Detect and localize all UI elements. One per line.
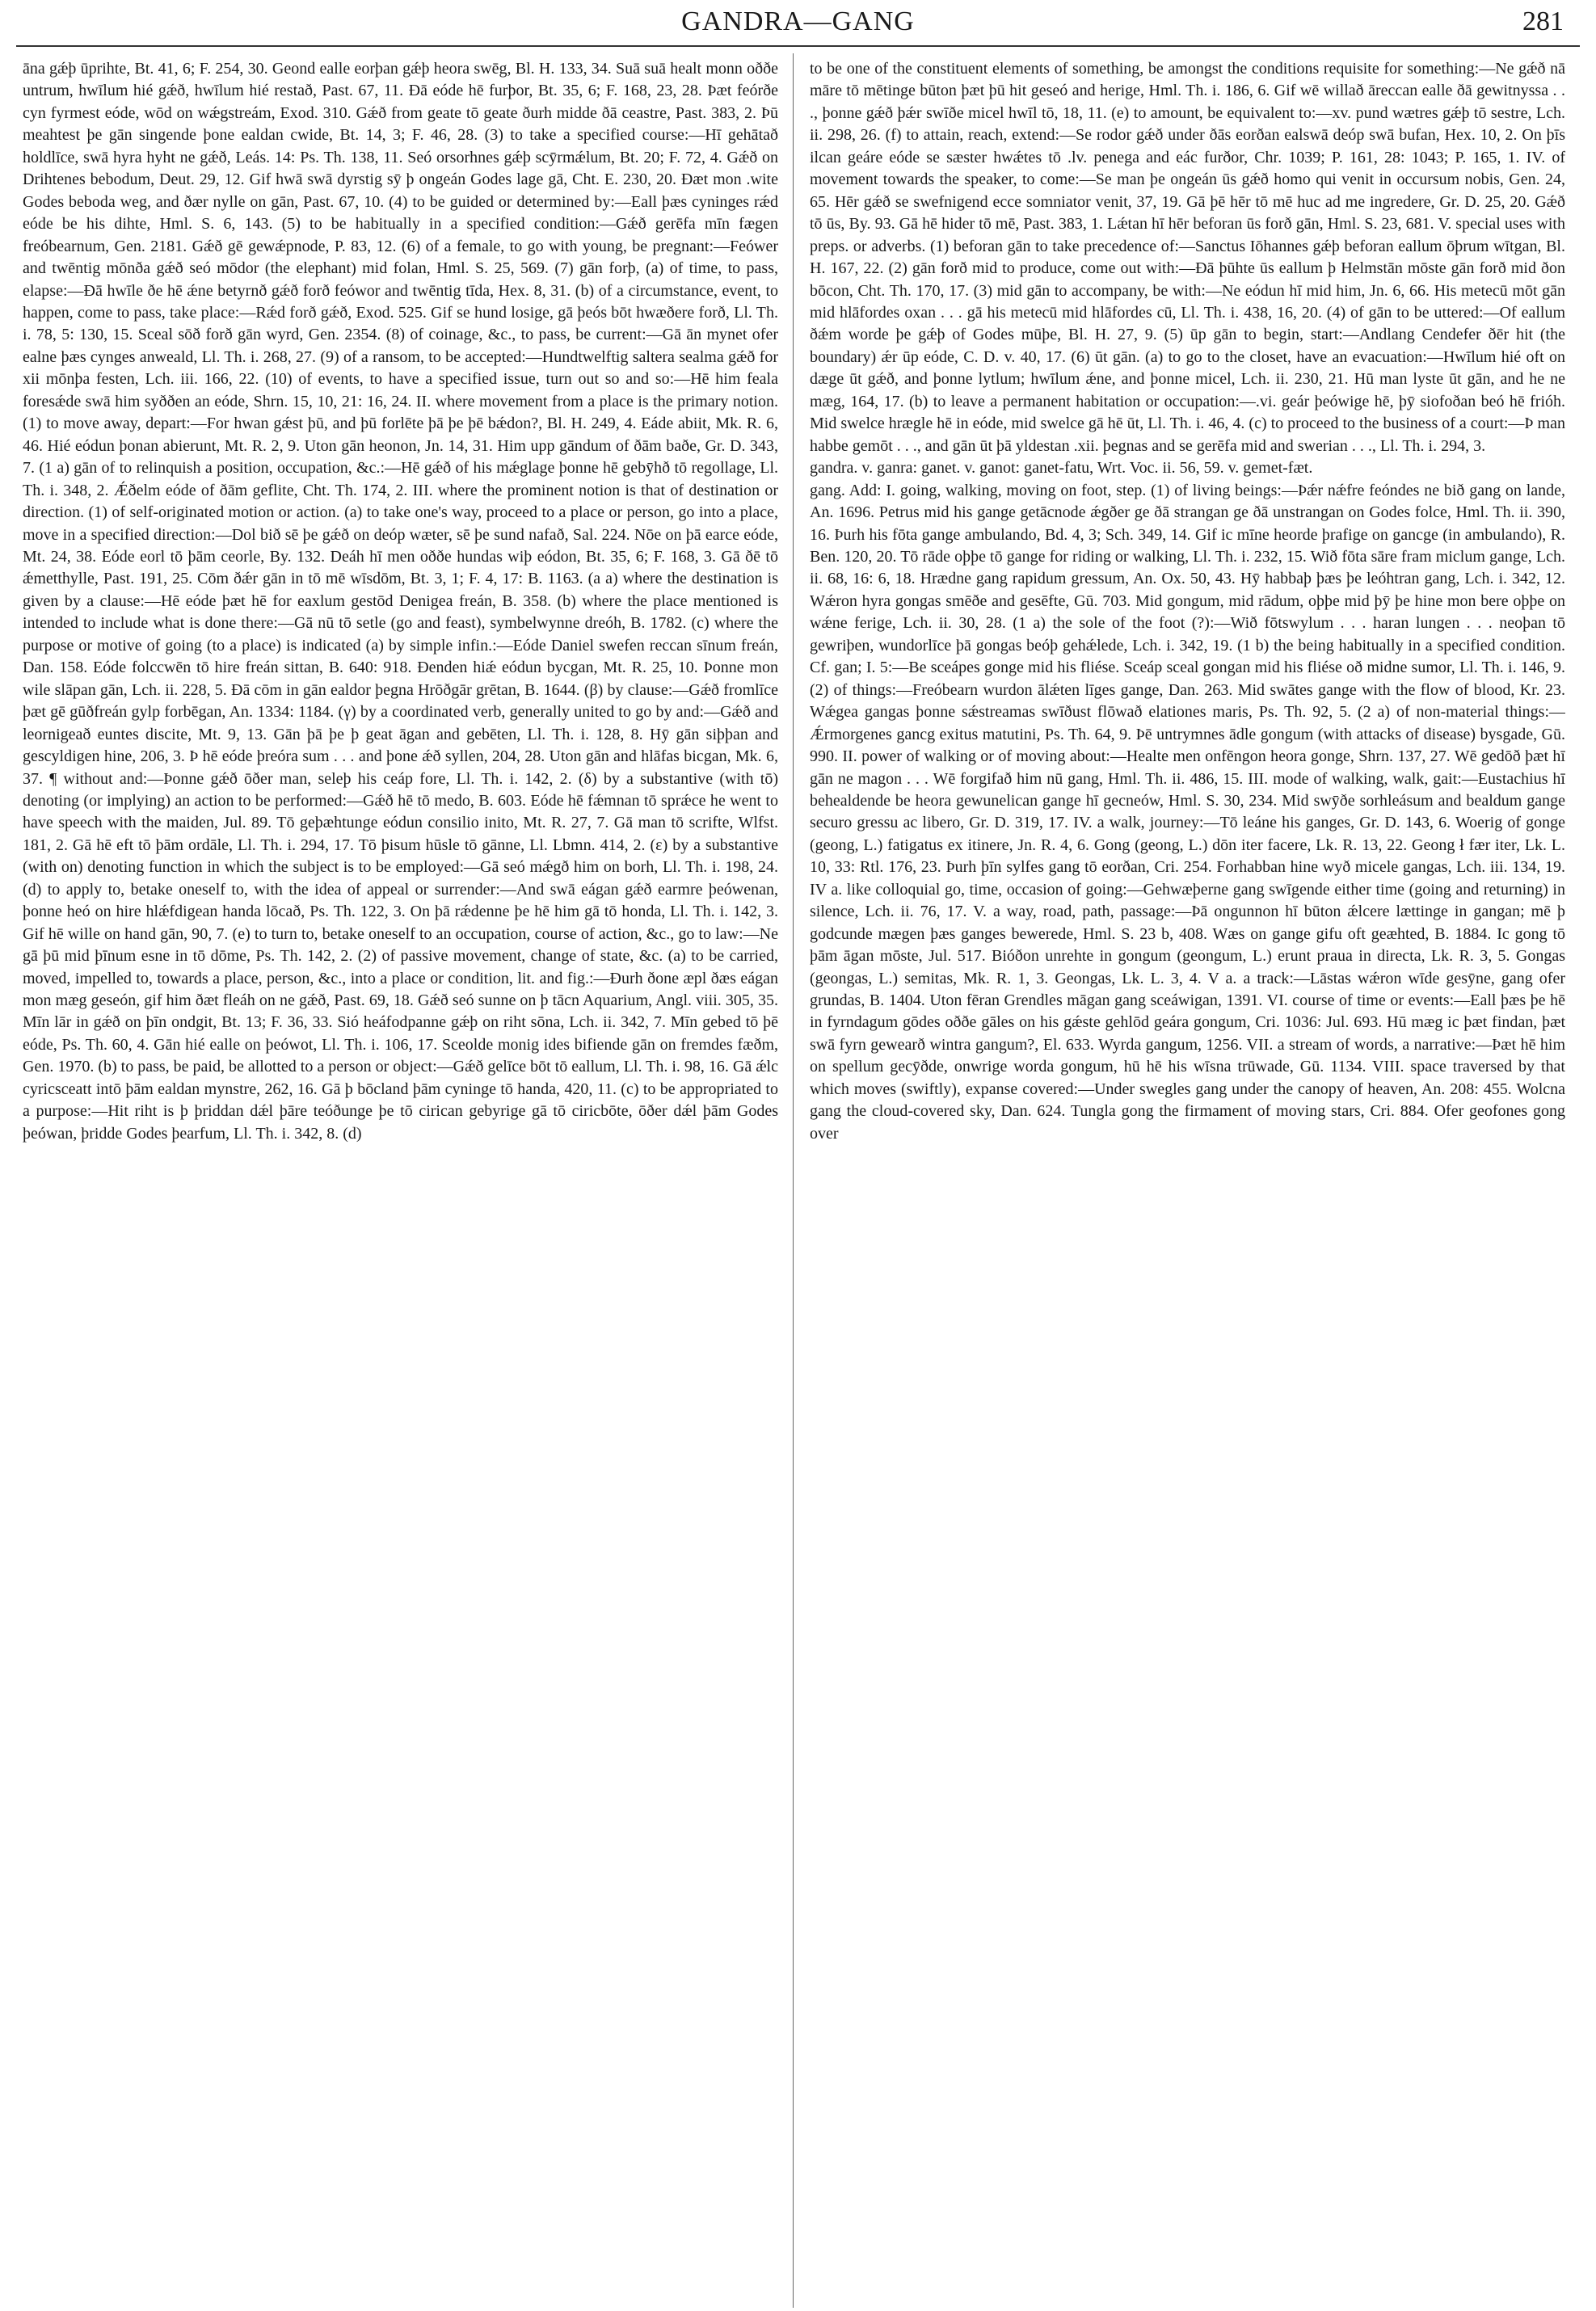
header-title: GANDRA—GANG <box>681 6 915 36</box>
header-rule <box>16 45 1580 47</box>
entry-gang: gang. Add: I. going, walking, moving on foot, step. (1) of living beings:—Þǽr nǽfre feóndes ne bið gang on lande, An. 1696. Petrus mid his gange getācnode ǽgðer ge ðā strangan ge ðā unstrangan on Godes folce, Hml. Th. ii. 390, 16. Þurh his fōta gange ambulando, Bd. 4, 3; Sch. 349, 14. Gif ic mīne heorde þrafige on gancge (in ambulando), R. Ben. 120, 20. Tō rāde oþþe tō gange for riding or walking, Ll. Th. i. 232, 15. Wið fōta sāre fram miclum gange, Lch. ii. 68, 16: 6, 18. Hrædne gang rapidum gressum, An. Ox. 50, 43. Hȳ habbaþ þæs þe leóhtran gang, Lch. i. 342, 12. Wǽron hyra gongas smēðe and gesēfte, Gū. 703. Mid gongum, mid rādum, oþþe mid þȳ þe hine mon bere oþþe on wǽne ferige, Lch. ii. 30, 28. (1 a) the sole of the foot (?):—Wið fōtswylum . . . haran lungen . . . neoþan tō gewriþen, wundorlīce þā gongas beóþ gehǽlede, Lch. i. 342, 19. (1 b) the being habitually in a specified condition. Cf. gan; I. 5:—Be sceápes gonge mid his fliése. Sceáp sceal gongan mid his fliése oð midne sumor, Ll. Th. i. 146, 9. (2) of things:—Freóbearn wurdon ālǽten līges gange, Dan. 263. Mid swātes gange with the flow of blood, Kr. 23. Wǽgea gangas þonne sǽstreamas swīðust flōwað elationes maris, Ps. Th. 92, 5. (2 a) of non-material things:—Ǽrmorgenes gancg exitus matutini, Ps. Th. 64, 9. Þē untrymnes ādle gongum (with attacks of disease) bysgade, Gū. 990. II. power of walking or of moving about:—Healte men onfēngon heora gonge, Shrn. 137, 27. Wē gedōð þæt hī gān ne magon . . . Wē forgifað him nū gang, Hml. Th. ii. 486, 15. III. mode of walking, walk, gait:—Eustachius hī behealdende be heora gewunelican gange hī gecneów, Hml. S. 30, 234. Mid swȳðe sorhleásum and bealdum gange securo gressu ac libero, Gr. D. 319, 17. IV. a walk, journey:—Tō leáne his ganges, Gr. D. 143, 6. Woerig of gonge (geong, L.) fatigatus ex itinere, Jn. R. 4, 6. Gong (geong, L.) dōn iter facere, Lk. R. 13, 22. Geong ł fær iter, Lk. L. 10, 33: Rtl. 176, 23. Þurh þīn sylfes gang tō eorðan, Cri. 254. Forhabban hine wyð micele gangas, Lch. iii. 134, 19. IV a. like colloquial go, time, occasion of going:—Gehwæþerne gang swīgende either time (going and returning) in silence, Lch. ii. 76, 17. V. a way, road, path, passage:—Þā ongunnon hī būton ǽlcere lættinge in gangan; mē þ godcunde mægen þæs ganges bewerede, Hml. S. 23 b, 408. Wæs on gange gifu oft geæhted, B. 1884. Ic gong tō þām āgan mōste, Jul. 517. Bióðon unrehte in gongum (geongum, L.) erunt praua in directa, Lk. R. 3, 5. Gongas (geongas, L.) semitas, Mk. R. 1, 3. Geongas, Lk. L. 3, 4. V a. a track:—Lāstas wǽron wīde gesȳne, gang ofer grundas, B. 1404. Uton fēran Grendles māgan gang sceáwigan, 1391. VI. course of time or events:—Eall þæs þe hē in fyrndagum gōdes oððe gāles on his gǽste gehlōd geára gongum, Cri. 1036: Jul. 693. Hū mæg ic þæt findan, þæt swā fyrn gewearð wintra gangum?, El. 633. Wyrda gangum, 1256. VII. a stream of words, a narrative:—Þæt hē him on spellum gecȳðde, onwrige worda gongum, hū hē his wīsna trūwade, Gū. 1134. VIII. space traversed by that which moves (swiftly), expanse covered:—Under swegles gang under the canopy of heaven, An. 208: 455. Wolcna gang the cloud-covered sky, Dan. 624. Tungla gong the firmament of moving stars, Cri. 884. Ofer geofones gong over <box>810 481 1565 1143</box>
column-divider <box>793 53 794 2308</box>
entry-paragraph: āna gǽþ ūprihte, Bt. 41, 6; F. 254, 30. Geond ealle eorþan gǽþ heora swēg, Bl. H. 133, 34. Suā suā healt monn oððe untrum, hwīlum hié gǽð, hwīlum hié restað, Past. 67, 11. Ðā eóde hē furþor, Bt. 35, 6; F. 168, 23, 28. Þæt feórðe cyn fyrmest eóde, wōd on wǽgstreám, Exod. 310. Gǽð from geate tō geate ðurh midde ðā ceastre, Past. 383, 2. Þū meahtest þe gān singende þone ealdan cwide, Bt. 14, 3; F. 46, 28. (3) to take a specified course:—Hī gehātað holdlīce, swā hyra hyht ne gǽð, Leás. 14: Ps. Th. 138, 11. Seó orsorhnes gǽþ scȳrmǽlum, Bt. 20; F. 72, 4. Gǽð on Drihtenes bebodum, Deut. 29, 12. Gif hwā swā dyrstig sȳ þ ongeán Godes lage gā, Cht. E. 230, 20. Ðæt mon .wite Godes beboda weg, and ðær nylle on gān, Past. 67, 10. (4) to be guided or determined by:—Eall þæs cyninges rǽd eóde be his dihte, Hml. S. 6, 143. (5) to be habitually in a specified condition:—Gǽð gerēfa mīn fægen freóbearnum, Gen. 2181. Gǽð gē gewǽpnode, P. 83, 12. (6) of a female, to go with young, be pregnant:—Feówer and twēntig mōnða gǽð seó mōdor (the elephant) mid folan, Hml. S. 25, 569. (7) gān forþ, (a) of time, to pass, elapse:—Ðā hwīle ðe hē ǽne betyrnð gǽð forð feówor and twēntig tīda, Hex. 8, 31. (b) of a circumstance, event, to happen, come to pass, take place:—Rǽd forð gǽð, Exod. 525. Gif se hund losige, gā þeós bōt hwæðere forð, Ll. Th. i. 78, 5: 130, 15. Sceal sōð forð gān wyrd, Gen. 2354. (8) of coinage, &c., to pass, be current:—Gā ān mynet ofer ealne þæs cynges anweald, Ll. Th. i. 268, 27. (9) of a ransom, to be accepted:—Hundtwelftig saltera sealma gǽð for xii mōnþa festen, Lch. iii. 166, 22. (10) of events, to have a specified issue, turn out so and so:—Hē him feala foresǽde swā him syððen an eóde, Shrn. 15, 10, 21: 16, 24. II. where movement from a place is the primary notion. (1) to move away, depart:—For hwan gǽst þū, and þū forlēte þā þe þē bǽdon?, Bl. H. 249, 4. Eáde abiit, Mk. R. 6, 46. Hié eódun þonan abierunt, Mt. R. 2, 9. Uton gān heonon, Jn. 14, 31. Him upp gāndum of ðām baðe, Gr. D. 343, 7. (1 a) gān of to relinquish a position, occupation, &c.:—Hē gǽð of his mǽglage þonne hē gebȳhð tō regollage, Ll. Th. i. 348, 2. Ǽðelm eóde of ðām geflite, Cht. Th. 174, 2. III. where the prominent notion is that of destination or direction. (1) of self-originated motion or action. (a) to take one's way, proceed to a place or person, go into a place, move in a specified direction:—Dol bið sē þe gǽð on deóp wæter, sē þe sund nafað, Sal. 224. Nōe on þā earce eóde, Mt. 24, 38. Eóde eorl tō þām ceorle, By. 132. Deáh hī men oððe hundas wiþ eódon, Bt. 35, 6; F. 168, 3. Gā ðē tō ǽmetthylle, Past. 191, 25. Cōm ðǽr gān in tō mē wīsdōm, Bt. 3, 1; F. 4, 17: B. 1163. (a a) where the destination is given by a clause:—Hē eóde þæt hē for eaxlum gestōd Denigea freán, B. 358. (b) where the place mentioned is intended to include what is done there:—Gā nū tō setle (go and feast), symbelwynne dreóh, B. 1782. (c) where the purpose or motive of going (to a place) is indicated (a) by simple infin.:—Eóde Daniel swefen reccan sīnum freán, Dan. 158. Eóde folccwēn tō hire freán sittan, B. 640: 918. Ðenden hiǽ eódun bycgan, Mt. R. 25, 10. Þonne mon wile slāpan gān, Lch. ii. 228, 5. Ðā cōm in gān ealdor þegna Hrōðgār grētan, B. 1644. (β) by clause:—Gǽð fromlīce þæt gē gūðfreán gylp forbēgan, An. 1334: 1184. (γ) by a coordinated verb, generally united to go by and:—Gǽð and leornigeað euntes discite, Mt. 9, 13. Gān þā þe þ geat āgan and gebēten, Ll. Th. i. 128, 8. Hȳ gān siþþan and gescyldigen hine, 206, 3. Þ hē eóde þreóra sum . . . and þone ǽð syllen, 204, 28. Uton gān and hlāfas bicgan, Mk. 6, 37. ¶ without and:—Þonne gǽð ōðer man, seleþ his ceáp fore, Ll. Th. i. 142, 2. (δ) by a substantive (with tō) denoting (or implying) an action to be performed:—Gǽð hē tō medo, B. 603. Eóde hē fǽmnan tō sprǽce he went to have speech with the maiden, Jul. 89. Tō geþæhtunge eódun consilio inito, Mt. R. 27, 7. Gā man tō scrifte, Wlfst. 181, 2. Gā hē eft tō þām ordāle, Ll. Th. i. 294, 17. Tō þisum hūsle tō gānne, Ll. Lbmn. 414, 2. (ε) by a substantive (with on) denoting function in which the subject is to be employed:—Gā seó mǽgð him on borh, Ll. Th. i. 198, 24. (d) to apply to, betake oneself to, with the idea of appeal or surrender:—And swā eágan gǽð earmre þeówenan, þonne heó on hire hlǽfdigean handa lōcað, Ps. Th. 122, 3. On þā rǽdenne þe hē him gā tō honda, Ll. Th. i. 142, 3. Gif hē wille on hand gān, 90, 7. (e) to turn to, betake oneself to an occupation, course of action, &c., go to law:—Ne gā þū mid þīnum esne in tō dōme, Ps. Th. 142, 2. (2) of passive movement, change of state, &c. (a) to be carried, moved, impelled to, towards a place, person, &c., into a place or condition, lit. and fig.:—Ðurh ðone æpl ðæs eágan mon mæg geseón, gif him ðæt fleáh on ne gǽð, Past. 69, 18. Gǽð seó sunne on þ tācn Aquarium, Angl. viii. 305, 35. Mīn lār in gǽð on þīn ondgit, Bt. 13; F. 36, 33. Sió heáfodpanne gǽþ on riht sōna, Lch. ii. 342, 7. Mīn gebed tō þē eóde, Ps. Th. 60, 4. Gān hié ealle on þeówot, Ll. Th. i. 106, 17. Sceolde monig ides bifiende gān on fremdes fæðm, Gen. 1970. (b) to pass, be paid, be allotted to a person or object:—Gǽð gelīce bōt tō eallum, Ll. Th. i. 98, 16. Gā ǽlc cyricsceatt intō þām ealdan mynstre, 262, 16. Gā þ bōcland þām cyninge tō handa, 420, 11. (c) to be appropriated to a purpose:—Hit riht is þ þriddan dǽl þāre teóðunge þe tō cirican gebyrige gā tō ciricbōte, ōðer dǽl þām Godes þeówan, þridde Godes þearfum, Ll. Th. i. 342, 8. (d) <box>23 60 778 1143</box>
entry-gandra: gandra. v. ganra: ganet. v. ganot: ganet-fatu, Wrt. Voc. ii. 56, 59. v. gemet-fæt. <box>810 459 1313 478</box>
left-column <box>23 58 778 2296</box>
right-column <box>810 58 1565 2296</box>
entry-paragraph: to be one of the constituent elements of something, be amongst the conditions requisite for something:—Ne gǽð nā māre tō mētinge būton þæt þū hit geseó and herige, Hml. Th. i. 186, 6. Gif wē willað āreccan ealle ðā gewitnyssa . . ., þonne gǽð þǽr swīðe micel hwīl tō, 18, 11. (e) to amount, be equivalent to:—xv. pund wætres gǽþ tō sestre, Lch. ii. 298, 26. (f) to attain, reach, extend:—Se rodor gǽð under ðās eorðan ealswā deóp swā bufan, Hex. 10, 2. On þīs ilcan geáre eóde se sæster hwǽtes tō .lv. penega and eác furðor, Chr. 1039; P. 161, 28: 1043; P. 165, 1. IV. of movement towards the speaker, to come:—Se man þe ongeán ūs gǽð homo qui venit in occursum nobis, Gen. 24, 65. Hēr gǽð se swefnigend ecce somniator venit, 37, 19. Gā þē hēr tō mē huc ad me ingredere, Gr. D. 25, 20. Gǽð tō ūs, By. 93. Gā hē hider tō mē, Past. 383, 1. Lǽtan hī hēr beforan ūs forð gān, Hml. S. 23, 681. V. special uses with preps. or adverbs. (1) beforan gān to take precedence of:—Sanctus Iōhannes gǽþ beforan eallum ōþrum wītgan, Bl. H. 167, 22. (2) gān forð mid to produce, come out with:—Ðā þūhte ūs eallum þ Helmstān mōste gān forð mid ðon bōcon, Cht. Th. 170, 17. (3) mid gān to accompany, be with:—Ne eódun hī mid him, Jn. 6, 66. His metecū mōt gān mid hlāfordes oxan . . . gā his metecū mid hlāfordes cū, Ll. Th. i. 438, 16, 20. (4) of gān to be uttered:—Of eallum ðǽm worde þe gǽþ of Godes mūþe, Bl. H. 27, 9. (5) ūp gān to begin, start:—Andlang Cendefer ðēr hit (the boundary) ǽr ūp eóde, C. D. v. 40, 17. (6) ūt gān. (a) to go to the closet, have an evacuation:—Hwīlum hié oft on dæge ūt gǽð, and þonne lytlum; hwīlum ǽne, and þonne micel, Lch. ii. 230, 21. Hū man lyste ūt gān, and he ne mæg, 164, 17. (b) to leave a permanent habitation or occupation:—.vi. geár þeówige hē, þȳ siofoðan beó hē frióh. Mid swelce hrægle hē in eóde, mid swelce gā hē ūt, Ll. Th. i. 46, 4. (c) to proceed to the business of a court:—Þ man habbe gemōt . . ., and gān ūt þā yldestan .xii. þegnas and se gerēfa mid and swerian . . ., Ll. Th. i. 294, 3. <box>810 60 1565 455</box>
page-number: 281 <box>1522 6 1564 36</box>
running-header <box>0 0 1596 50</box>
